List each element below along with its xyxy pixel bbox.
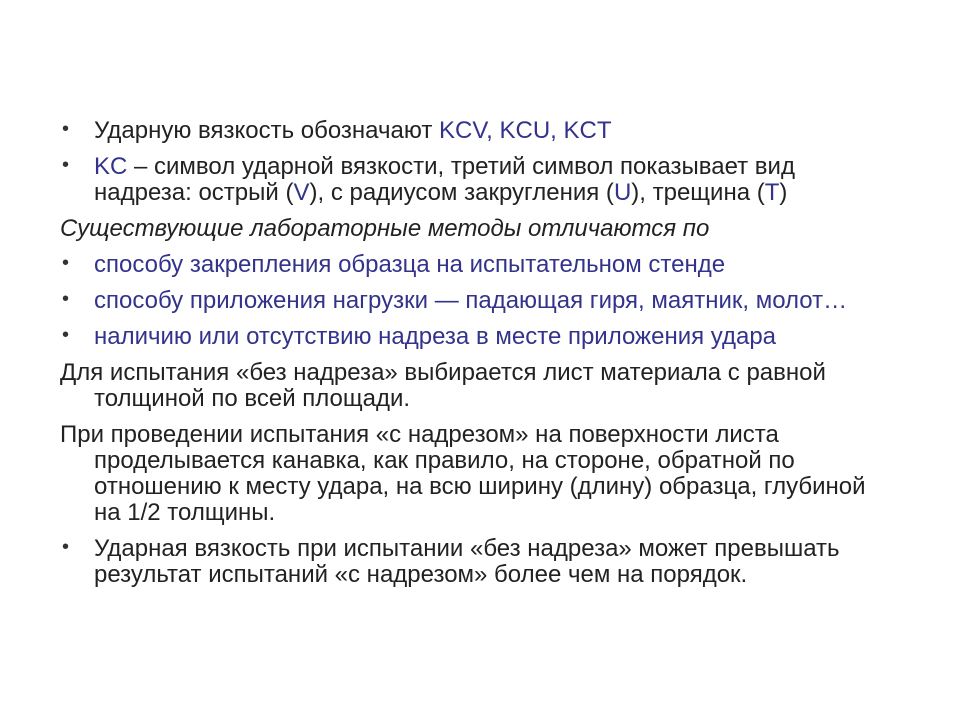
notch-t: T xyxy=(764,179,780,206)
kc-symbol: KC xyxy=(94,153,128,180)
notation-codes: KCV, KCU, KCT xyxy=(439,117,612,144)
bullet-icon: • xyxy=(62,154,70,176)
methods-heading: Существующие лабораторные методы отличаются по xyxy=(60,215,710,242)
bullet-icon: • xyxy=(62,536,70,558)
bullet-item-loading xyxy=(60,288,890,314)
bullet-icon: • xyxy=(62,288,70,310)
notation-text: Ударную вязкость обозначают xyxy=(94,117,439,144)
bullet-item-comparison xyxy=(60,536,890,588)
loading-text: способу приложения нагрузки — падающая гиря, маятник, молот… xyxy=(94,287,848,314)
bullet-item-notch-presence xyxy=(60,324,890,350)
bullet-item-kc-definition xyxy=(60,154,890,206)
bullet-icon: • xyxy=(62,252,70,274)
kc-text-2: ), с радиусом закругления ( xyxy=(309,179,614,206)
kc-text-4: ) xyxy=(779,179,788,206)
notch-v: V xyxy=(293,179,310,206)
bullet-item-notation xyxy=(60,118,890,144)
kc-text-1: – символ ударной вязкости, третий символ показывает вид надреза: острый ( xyxy=(94,153,795,206)
bullet-icon: • xyxy=(62,324,70,346)
slide-body xyxy=(60,118,890,598)
no-notch-paragraph: Для испытания «без надреза» выбирается лист материала с равной толщиной по всей площади. xyxy=(60,359,826,412)
notch-presence-text: наличию или отсутствию надреза в месте приложения удара xyxy=(94,323,777,350)
with-notch-paragraph: При проведении испытания «с надрезом» на поверхности листа проделывается канавка, как правило, на стороне, обратной по отношению к месту удара, на всю ширину (длину) образца, глубиной на 1/2 толщины. xyxy=(60,421,866,526)
fixing-text: способу закрепления образца на испытательном стенде xyxy=(94,251,726,278)
notch-u: U xyxy=(613,179,632,206)
comparison-text: Ударная вязкость при испытании «без надреза» может превышать результат испытаний «с надрезом» более чем на порядок. xyxy=(94,535,840,588)
bullet-item-fixing xyxy=(60,252,890,278)
bullet-icon: • xyxy=(62,118,70,140)
kc-text-3: ), трещина ( xyxy=(631,179,765,206)
